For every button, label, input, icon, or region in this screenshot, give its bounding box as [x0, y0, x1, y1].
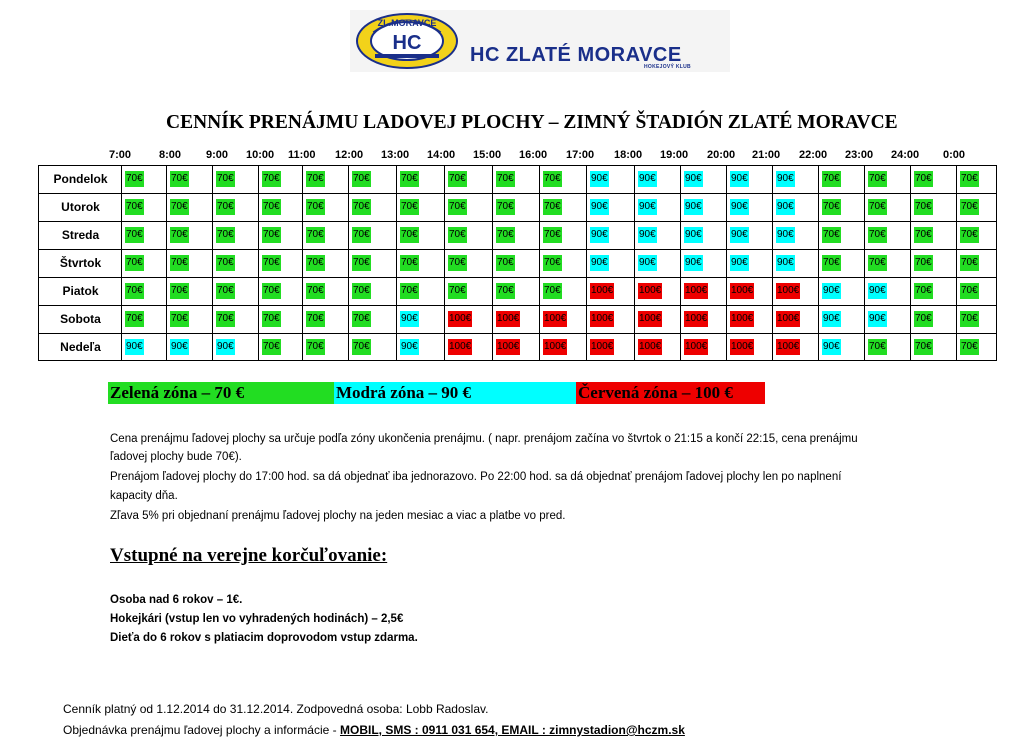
price-cell: 70€ [216, 311, 235, 327]
price-cell: 70€ [170, 283, 189, 299]
note-line: kapacity dňa. [110, 490, 178, 502]
price-cell: 90€ [590, 255, 609, 271]
club-logo-icon [355, 12, 459, 70]
price-cell: 100€ [638, 283, 662, 299]
note-line: ľadovej plochy bude 70€). [110, 451, 242, 463]
hour-label: 10:00 [246, 149, 275, 161]
grid-column-line [302, 166, 303, 360]
price-cell: 100€ [776, 283, 800, 299]
note-line: Prenájom ľadovej plochy do 17:00 hod. sa dá objednať iba jednorazovo. Po 22:00 hod. sa dá objednať prenájom ľadovej plochy len po naplnení [110, 471, 842, 483]
hour-label: 22:00 [799, 149, 828, 161]
grid-row-line [39, 249, 996, 250]
day-label: Utorok [61, 200, 100, 214]
price-cell: 90€ [730, 255, 749, 271]
hour-label: 20:00 [707, 149, 736, 161]
hour-label: 8:00 [159, 149, 182, 161]
price-cell: 70€ [448, 227, 467, 243]
day-label: Piatok [62, 284, 99, 298]
public-skating-heading: Vstupné na verejne korčuľovanie: [110, 545, 388, 566]
price-cell: 100€ [730, 311, 754, 327]
price-cell: 100€ [590, 311, 614, 327]
price-cell: 90€ [400, 311, 419, 327]
price-cell: 70€ [822, 199, 841, 215]
price-cell: 90€ [730, 199, 749, 215]
grid-column-line [539, 166, 540, 360]
price-cell: 70€ [822, 255, 841, 271]
grid-column-line [212, 166, 213, 360]
hour-label: 17:00 [566, 149, 595, 161]
price-cell: 90€ [590, 199, 609, 215]
grid-column-line [634, 166, 635, 360]
price-cell: 70€ [914, 227, 933, 243]
grid-column-line [166, 166, 167, 360]
price-cell: 90€ [125, 339, 144, 355]
grid-row-line [39, 333, 996, 334]
grid-column-line [956, 166, 957, 360]
price-cell: 70€ [306, 255, 325, 271]
grid-column-line [492, 166, 493, 360]
price-cell: 100€ [776, 311, 800, 327]
price-cell: 90€ [776, 227, 795, 243]
price-cell: 70€ [448, 171, 467, 187]
price-cell: 70€ [914, 255, 933, 271]
price-cell: 90€ [684, 255, 703, 271]
price-cell: 70€ [543, 255, 562, 271]
price-cell: 100€ [543, 311, 567, 327]
price-cell: 90€ [638, 255, 657, 271]
seal-initials: HC [392, 32, 422, 54]
price-cell: 70€ [262, 171, 281, 187]
grid-column-line [348, 166, 349, 360]
price-cell: 70€ [306, 283, 325, 299]
price-cell: 70€ [960, 311, 979, 327]
price-cell: 70€ [306, 227, 325, 243]
price-cell: 70€ [822, 227, 841, 243]
price-cell: 70€ [262, 283, 281, 299]
price-cell: 70€ [306, 199, 325, 215]
price-cell: 90€ [868, 283, 887, 299]
hour-label: 16:00 [519, 149, 548, 161]
price-cell: 70€ [125, 255, 144, 271]
price-cell: 70€ [216, 227, 235, 243]
price-cell: 70€ [125, 171, 144, 187]
price-cell: 90€ [868, 311, 887, 327]
price-cell: 70€ [543, 283, 562, 299]
grid-column-line [586, 166, 587, 360]
price-cell: 90€ [776, 171, 795, 187]
price-cell: 90€ [730, 227, 749, 243]
price-cell: 70€ [352, 227, 371, 243]
grid-row-line [39, 277, 996, 278]
price-cell: 70€ [262, 255, 281, 271]
price-cell: 100€ [543, 339, 567, 355]
price-cell: 70€ [960, 199, 979, 215]
price-cell: 90€ [216, 339, 235, 355]
price-cell: 70€ [170, 227, 189, 243]
hour-label: 7:00 [109, 149, 132, 161]
price-cell: 70€ [216, 255, 235, 271]
price-cell: 100€ [776, 339, 800, 355]
price-cell: 70€ [496, 227, 515, 243]
hour-label: 12:00 [335, 149, 364, 161]
price-cell: 70€ [352, 255, 371, 271]
price-cell: 100€ [590, 283, 614, 299]
price-cell: 70€ [543, 227, 562, 243]
price-cell: 70€ [170, 171, 189, 187]
price-cell: 70€ [352, 199, 371, 215]
price-cell: 90€ [822, 311, 841, 327]
price-cell: 90€ [776, 199, 795, 215]
price-cell: 70€ [262, 199, 281, 215]
grid-column-line [864, 166, 865, 360]
price-cell: 70€ [960, 171, 979, 187]
price-cell: 100€ [684, 339, 708, 355]
hour-label: 24:00 [891, 149, 920, 161]
grid-column-line [680, 166, 681, 360]
price-cell: 70€ [914, 171, 933, 187]
grid-column-line [396, 166, 397, 360]
grid-column-line [910, 166, 911, 360]
price-cell: 70€ [868, 199, 887, 215]
hour-label: 0:00 [943, 149, 966, 161]
price-cell: 100€ [448, 339, 472, 355]
page-title: CENNÍK PRENÁJMU LADOVEJ PLOCHY – ZIMNÝ ŠTADIÓN ZLATÉ MORAVCE [166, 112, 898, 133]
day-label: Pondelok [53, 172, 108, 186]
footer-contact [63, 723, 685, 737]
price-cell: 70€ [262, 311, 281, 327]
price-cell: 70€ [960, 283, 979, 299]
footer-contact-details: MOBIL, SMS : 0911 031 654, EMAIL : zimnystadion@hczm.sk [339, 723, 685, 737]
grid-column-line [726, 166, 727, 360]
price-cell: 70€ [400, 171, 419, 187]
grid-column-line [258, 166, 259, 360]
hour-label: 13:00 [381, 149, 410, 161]
hour-label: 23:00 [845, 149, 874, 161]
price-cell: 100€ [730, 339, 754, 355]
grid-row-line [39, 305, 996, 306]
price-cell: 100€ [638, 311, 662, 327]
hour-label: 18:00 [614, 149, 643, 161]
admission-item: Osoba nad 6 rokov – 1€. [110, 594, 243, 606]
price-cell: 70€ [868, 227, 887, 243]
hour-label: 11:00 [288, 149, 316, 161]
price-cell: 70€ [914, 283, 933, 299]
legend-green: Zelená zóna – 70 € [108, 382, 334, 404]
price-cell: 70€ [914, 199, 933, 215]
price-cell: 70€ [352, 311, 371, 327]
price-cell: 90€ [684, 199, 703, 215]
price-cell: 70€ [496, 255, 515, 271]
day-label: Streda [61, 228, 100, 242]
price-cell: 90€ [590, 171, 609, 187]
club-subtitle: HOKEJOVÝ KLUB [644, 64, 691, 70]
price-cell: 70€ [543, 199, 562, 215]
price-cell: 70€ [170, 311, 189, 327]
grid-column-line [444, 166, 445, 360]
price-cell: 100€ [590, 339, 614, 355]
price-cell: 90€ [400, 339, 419, 355]
day-label: Sobota [60, 312, 101, 326]
price-cell: 100€ [496, 339, 520, 355]
seal-text: ZL.MORAVCE [377, 18, 437, 28]
price-cell: 90€ [590, 227, 609, 243]
price-cell: 70€ [400, 255, 419, 271]
hour-label: 21:00 [752, 149, 781, 161]
price-cell: 70€ [216, 283, 235, 299]
hour-label: 9:00 [206, 149, 229, 161]
price-cell: 70€ [448, 283, 467, 299]
price-grid [38, 165, 997, 361]
hour-label: 19:00 [660, 149, 689, 161]
price-cell: 70€ [170, 199, 189, 215]
price-cell: 70€ [960, 227, 979, 243]
price-cell: 70€ [960, 339, 979, 355]
grid-column-line [818, 166, 819, 360]
price-cell: 70€ [868, 339, 887, 355]
note-line: Cena prenájmu ľadovej plochy sa určuje podľa zóny ukončenia prenájmu. ( napr. prenájom začína vo štvrtok o 21:15 a končí 22:15, cena prenájmu [110, 433, 858, 445]
price-cell: 70€ [400, 283, 419, 299]
price-cell: 70€ [496, 171, 515, 187]
day-label: Štvrtok [59, 256, 102, 270]
price-cell: 70€ [448, 255, 467, 271]
price-cell: 70€ [125, 227, 144, 243]
price-cell: 90€ [638, 227, 657, 243]
price-cell: 90€ [730, 171, 749, 187]
price-cell: 70€ [352, 339, 371, 355]
price-cell: 70€ [352, 283, 371, 299]
footer-contact-prefix: Objednávka prenájmu ľadovej plochy a informácie - [63, 723, 340, 737]
price-cell: 70€ [868, 171, 887, 187]
price-cell: 70€ [960, 255, 979, 271]
price-cell: 70€ [125, 283, 144, 299]
price-cell: 100€ [684, 283, 708, 299]
price-cell: 90€ [822, 339, 841, 355]
price-cell: 70€ [914, 339, 933, 355]
price-cell: 90€ [638, 199, 657, 215]
price-cell: 70€ [125, 311, 144, 327]
price-cell: 100€ [638, 339, 662, 355]
price-cell: 70€ [125, 199, 144, 215]
price-cell: 70€ [306, 171, 325, 187]
price-cell: 100€ [684, 311, 708, 327]
hour-label: 14:00 [427, 149, 456, 161]
price-cell: 70€ [822, 171, 841, 187]
price-cell: 90€ [684, 171, 703, 187]
price-cell: 70€ [216, 171, 235, 187]
price-cell: 70€ [216, 199, 235, 215]
price-cell: 70€ [352, 171, 371, 187]
price-cell: 90€ [638, 171, 657, 187]
price-cell: 70€ [448, 199, 467, 215]
price-cell: 70€ [306, 339, 325, 355]
legend-blue: Modrá zóna – 90 € [334, 382, 576, 404]
price-cell: 70€ [262, 227, 281, 243]
footer-validity: Cenník platný od 1.12.2014 do 31.12.2014. Zodpovedná osoba: Lobb Radoslav. [63, 702, 489, 716]
price-cell: 70€ [400, 227, 419, 243]
price-cell: 70€ [400, 199, 419, 215]
price-cell: 100€ [730, 283, 754, 299]
price-cell: 90€ [822, 283, 841, 299]
price-cell: 70€ [914, 311, 933, 327]
grid-column-line [772, 166, 773, 360]
price-cell: 90€ [684, 227, 703, 243]
price-cell: 90€ [776, 255, 795, 271]
grid-row-line [39, 193, 996, 194]
price-cell: 70€ [262, 339, 281, 355]
club-name: HC ZLATÉ MORAVCE [470, 44, 682, 66]
admission-item: Dieťa do 6 rokov s platiacim doprovodom vstup zdarma. [110, 632, 418, 644]
price-cell: 70€ [496, 283, 515, 299]
price-cell: 70€ [306, 311, 325, 327]
hour-label: 15:00 [473, 149, 502, 161]
price-cell: 70€ [170, 255, 189, 271]
admission-item: Hokejkári (vstup len vo vyhradených hodinách) – 2,5€ [110, 613, 404, 625]
price-cell: 70€ [868, 255, 887, 271]
note-line: Zľava 5% pri objednaní prenájmu ľadovej plochy na jeden mesiac a viac a platbe vo pred. [110, 510, 566, 522]
grid-row-line [39, 221, 996, 222]
price-cell: 90€ [170, 339, 189, 355]
day-label: Nedeľa [60, 340, 101, 354]
price-cell: 100€ [448, 311, 472, 327]
price-cell: 70€ [496, 199, 515, 215]
price-cell: 100€ [496, 311, 520, 327]
legend-red: Červená zóna – 100 € [576, 382, 765, 404]
price-cell: 70€ [543, 171, 562, 187]
